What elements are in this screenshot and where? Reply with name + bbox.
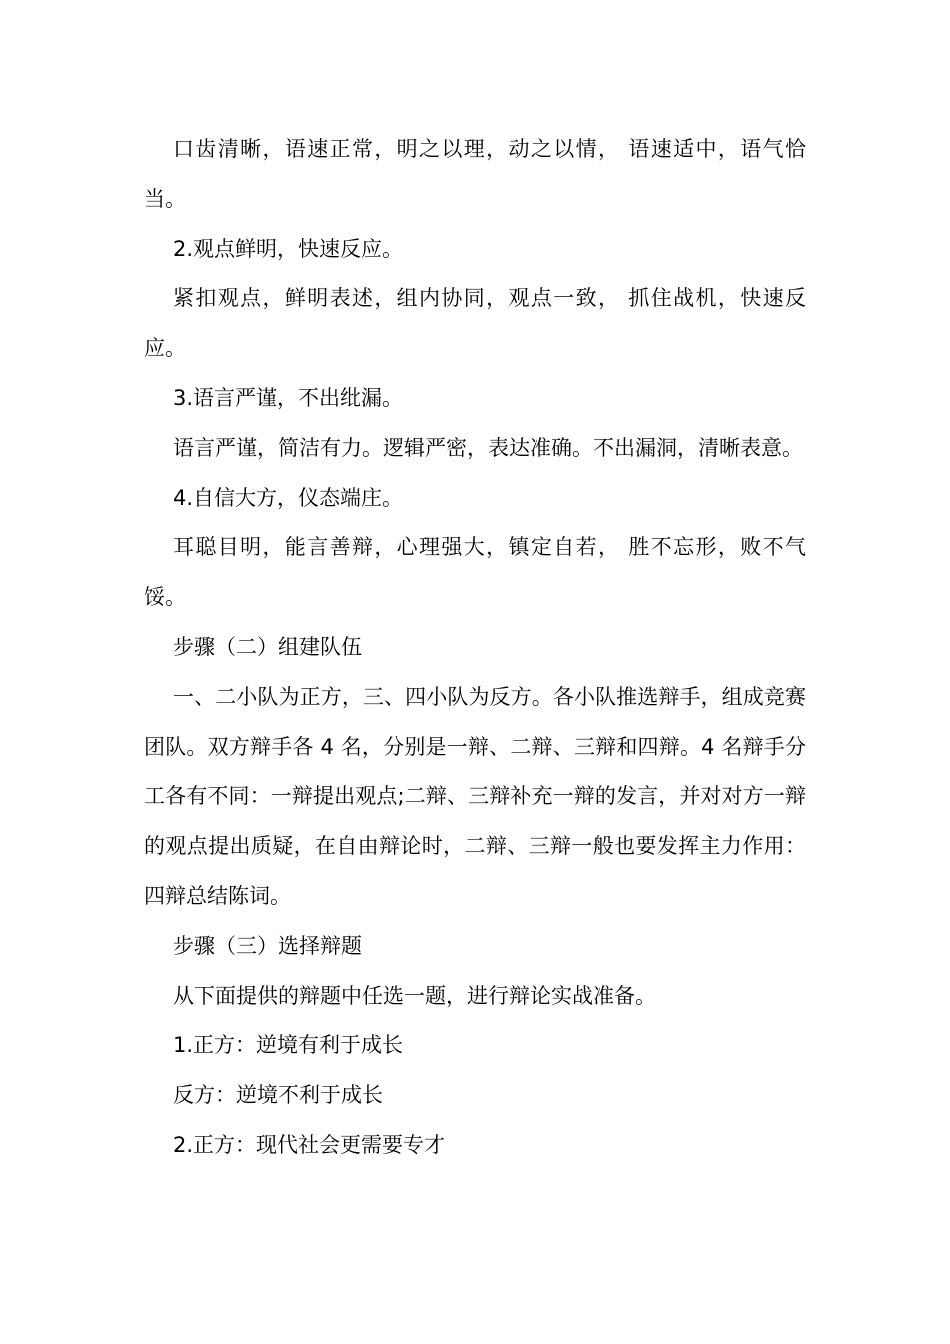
- topic-2-affirmative: 2.正方：现代社会更需要专才: [173, 1132, 446, 1157]
- document-body: [144, 125, 806, 1171]
- paragraph-speech-criteria: 口齿清晰，语速正常，明之以理，动之以情， 语速适中，语气恰当。: [144, 137, 806, 211]
- topic-1-negative: 反方：逆境不利于成长: [173, 1083, 383, 1108]
- paragraph-confidence-criteria: 耳聪目明，能言善辩，心理强大，镇定自若， 胜不忘形，败不气馁。: [144, 535, 806, 610]
- heading-point-2: 2.观点鲜明，快速反应。: [173, 236, 404, 261]
- heading-point-4: 4.自信大方，仪态端庄。: [173, 485, 404, 510]
- paragraph-viewpoint-criteria: 紧扣观点，鲜明表述，组内协同，观点一致， 抓住战机，快速反应。: [144, 286, 806, 361]
- heading-point-3: 3.语言严谨，不出纰漏。: [173, 385, 404, 410]
- paragraph-team-formation: 一、二小队为正方，三、四小队为反方。各小队推选辩手，组成竞赛团队。双方辩手各 4 名，分别是一辩、二辩、三辩和四辩。4 名辩手分工各有不同：一辩提出观点;二辩、三辩补充一辩的发言，并对对方一辩的观点提出质疑，在自由辩论时，二辩、三辩一般也要发挥主力作用：四辩总结陈词。: [144, 684, 806, 908]
- topic-1-affirmative: 1.正方：逆境有利于成长: [173, 1033, 404, 1058]
- heading-step-3: 步骤（三）选择辩题: [173, 933, 362, 958]
- paragraph-topic-instructions: 从下面提供的辩题中任选一题，进行辩论实战准备。: [173, 983, 656, 1008]
- paragraph-language-criteria: 语言严谨，简洁有力。逻辑严密，表达准确。不出漏洞，清晰表意。: [173, 435, 803, 460]
- heading-step-2: 步骤（二）组建队伍: [173, 634, 362, 659]
